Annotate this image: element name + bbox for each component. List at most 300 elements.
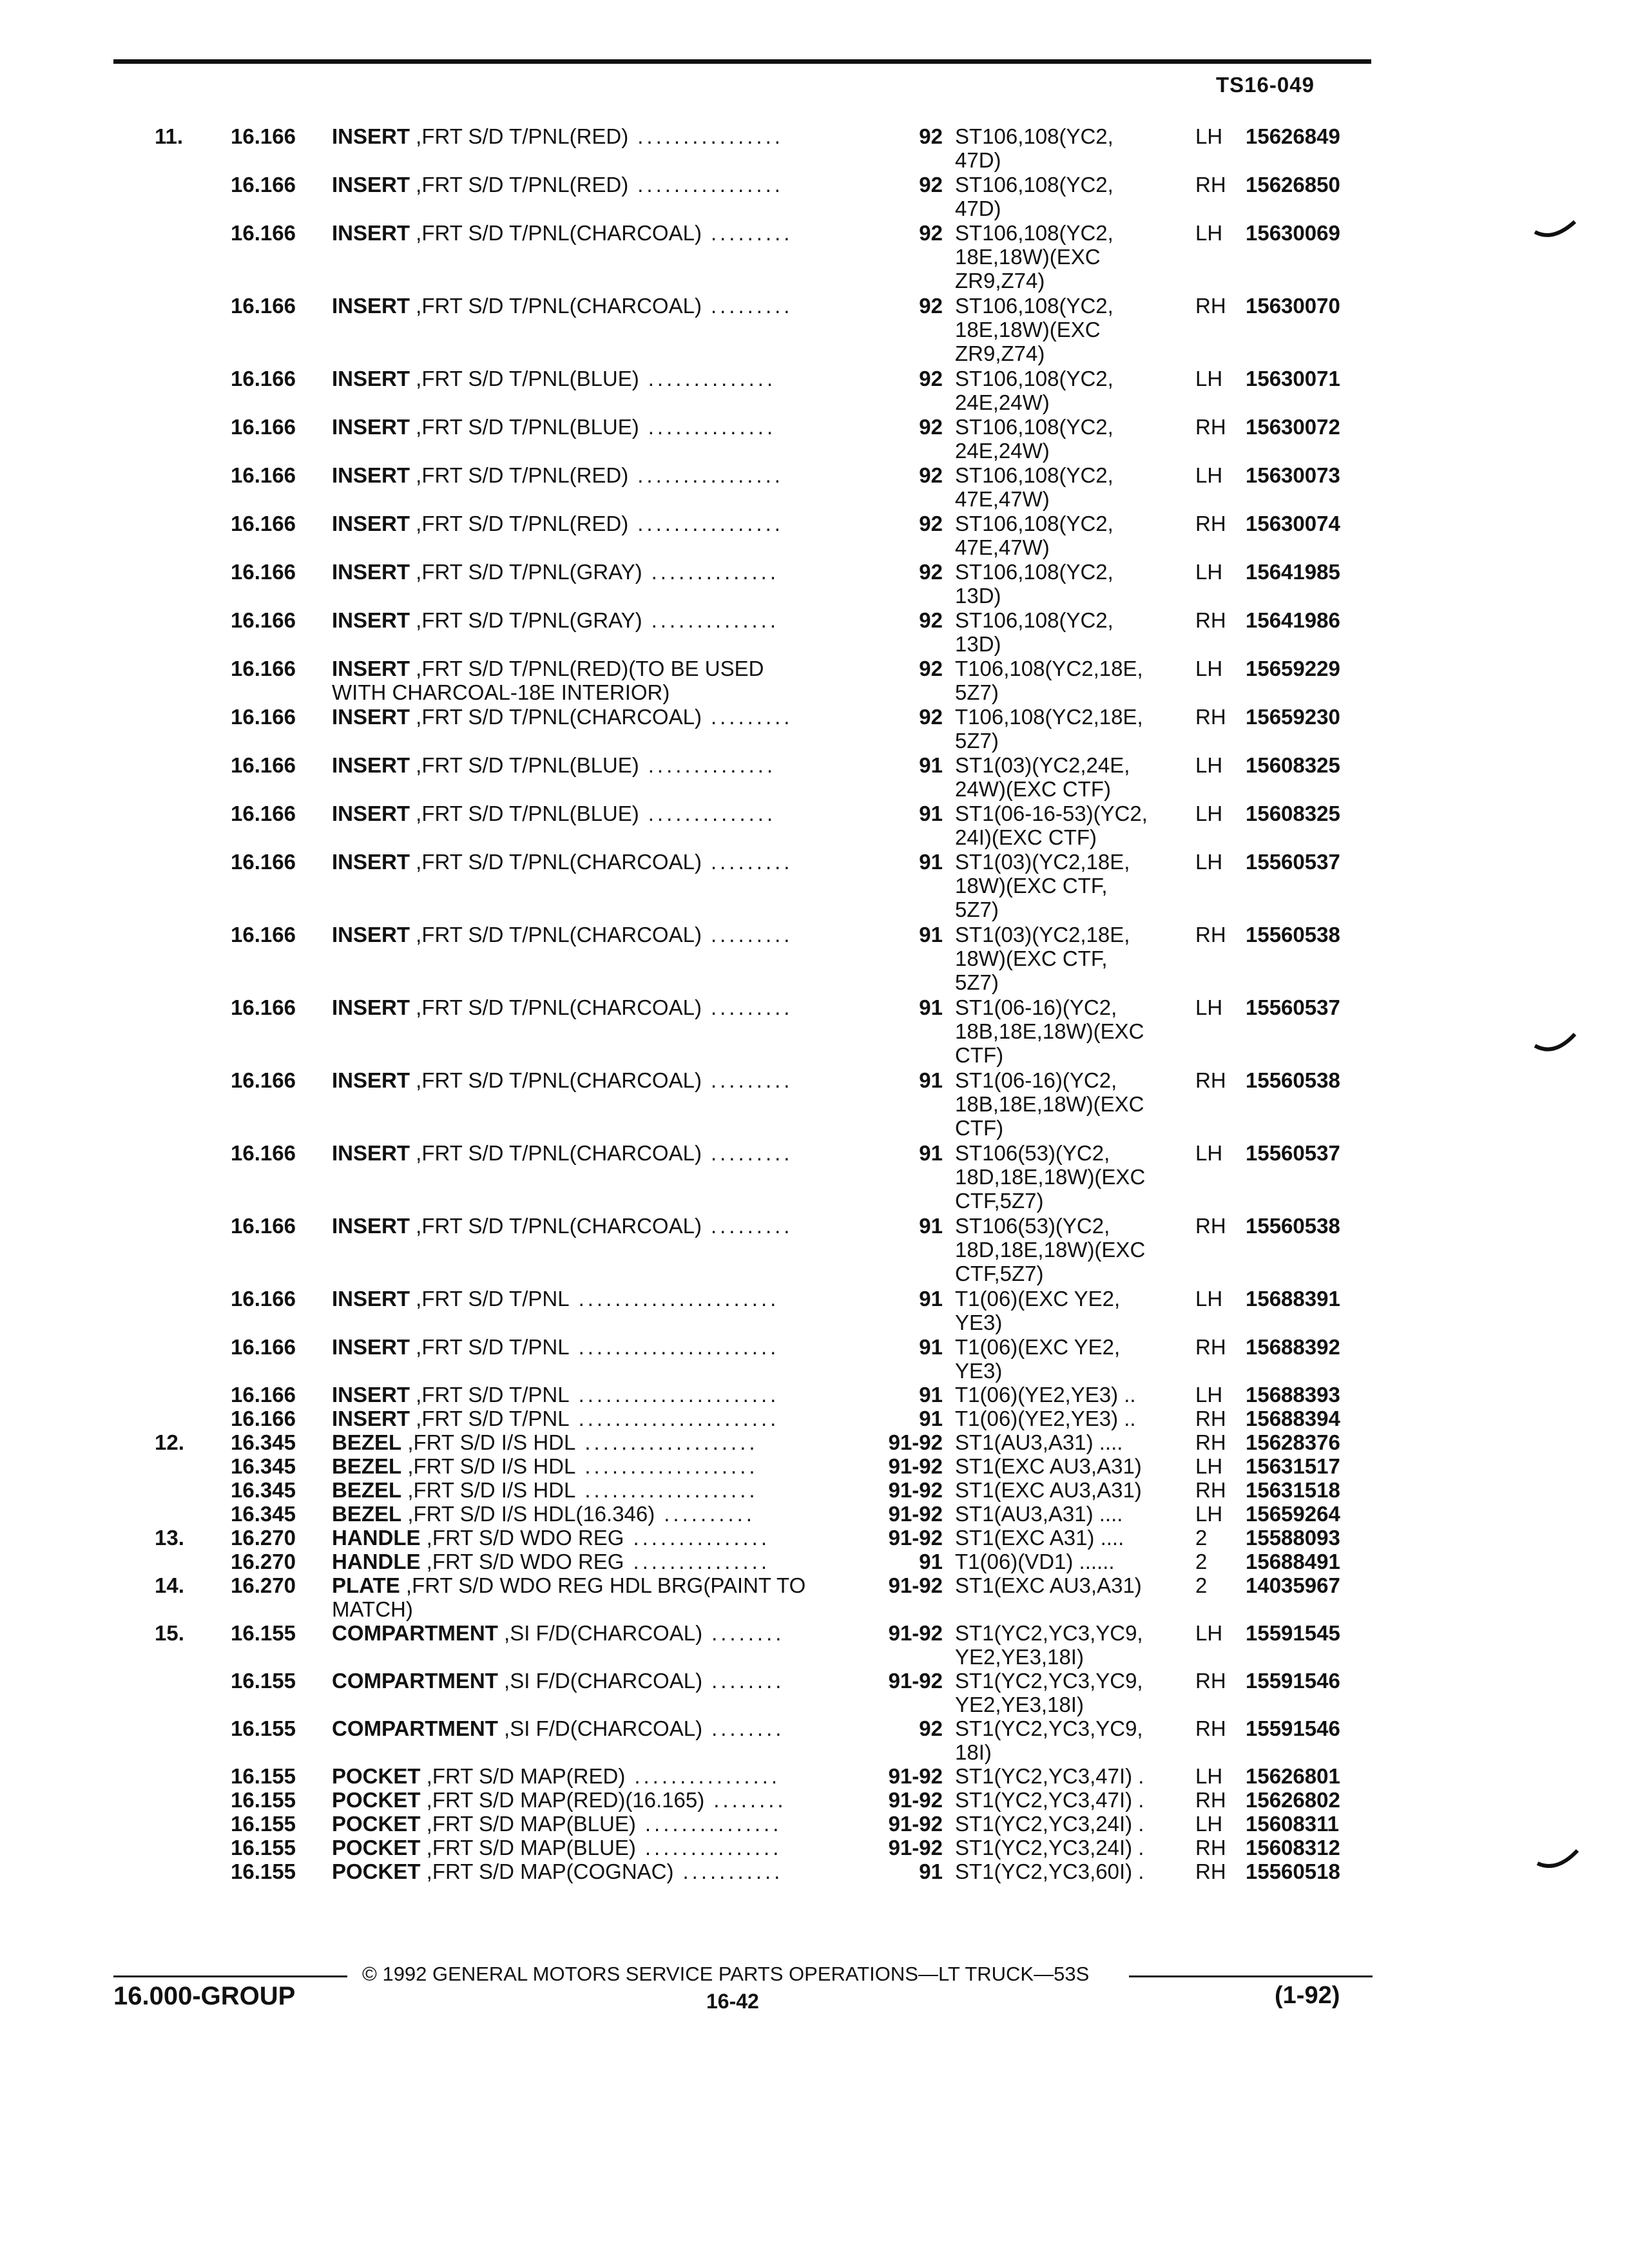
side-qty: LH [1195,1502,1223,1526]
copyright-line: © 1992 GENERAL MOTORS SERVICE PARTS OPERATIONS—LT TRUCK—53S [362,1963,1090,1985]
side-qty: LH [1195,1812,1223,1836]
group-code: 16.270 [231,1526,296,1550]
part-detail: ,FRT S/D T/PNL(CHARCOAL) [410,1141,702,1165]
table-row [0,1764,1629,1788]
part-detail: ,FRT S/D WDO REG [420,1550,624,1573]
application: ST1(03)(YC2,18E, [955,923,1130,947]
part-number: 15591546 [1246,1669,1340,1693]
table-row [0,221,1629,245]
application: ST1(YC2,YC3,24I) . [955,1812,1144,1836]
table-row-continuation [0,729,1629,753]
application: 18E,18W)(EXC [955,318,1101,341]
part-name: INSERT [332,608,410,632]
part-number: 15630072 [1246,415,1340,439]
part-name: INSERT [332,367,410,390]
group-code: 16.166 [231,995,296,1019]
model-year: 91 [919,753,943,777]
part-detail: ,FRT S/D T/PNL(GRAY) [410,560,642,584]
item-number: 15. [155,1621,184,1645]
application: 18E,18W)(EXC [955,245,1101,269]
part-description-cont: MATCH) [332,1597,413,1621]
model-year: 91-92 [888,1788,943,1812]
part-name: INSERT [332,1287,410,1311]
part-name: INSERT [332,1141,410,1165]
model-year: 91-92 [888,1526,943,1550]
table-row-continuation [0,1645,1629,1669]
side-qty: RH [1195,608,1226,632]
table-row-continuation [0,148,1629,172]
table-row [0,1716,1629,1740]
part-number: 15560537 [1246,995,1340,1019]
part-number: 15560538 [1246,923,1340,947]
side-qty: RH [1195,1407,1226,1430]
application: ST1(YC2,YC3,60I) . [955,1860,1144,1883]
part-number: 15688394 [1246,1407,1340,1430]
application: ST1(YC2,YC3,YC9, [955,1716,1143,1740]
model-year: 91 [919,1214,943,1238]
part-detail: ,FRT S/D T/PNL(CHARCOAL) [410,1068,702,1092]
part-number: 15659229 [1246,657,1340,680]
part-number: 15688392 [1246,1335,1340,1359]
side-qty: RH [1195,1478,1226,1502]
group-code: 16.166 [231,463,296,487]
table-row [0,705,1629,729]
leader-dots: ................... [584,1478,758,1502]
part-number: 15591545 [1246,1621,1340,1645]
side-qty: RH [1195,1788,1226,1812]
application: YE2,YE3,18I) [955,1693,1084,1716]
doc-code: TS16-049 [1216,73,1315,97]
item-number: 13. [155,1526,184,1550]
table-row [0,1478,1629,1502]
side-qty: LH [1195,995,1223,1019]
footer-rule-right [1129,1975,1373,1977]
group-code: 16.166 [231,657,296,680]
part-detail: ,FRT S/D T/PNL(CHARCOAL) [410,294,702,318]
application: T106,108(YC2,18E, [955,657,1143,680]
leader-dots: ......... [710,923,793,947]
part-description [332,1669,784,1693]
part-name: INSERT [332,294,410,318]
model-year: 92 [919,294,943,318]
part-detail: ,FRT S/D T/PNL(RED) [410,173,629,197]
leader-dots: ........... [682,1860,784,1883]
table-row-continuation [0,1597,1629,1621]
part-description [332,560,779,584]
part-name: INSERT [332,560,410,584]
table-row [0,1335,1629,1359]
part-description [332,1764,780,1788]
part-detail: ,FRT S/D T/PNL(RED) [410,463,629,487]
model-year: 92 [919,173,943,197]
application: 47E,47W) [955,535,1050,559]
model-year: 92 [919,512,943,535]
model-year: 91 [919,923,943,947]
table-row [0,124,1629,148]
application: ST1(AU3,A31) .... [955,1502,1123,1526]
application: ST106,108(YC2, [955,608,1113,632]
group-code: 16.166 [231,221,296,245]
side-qty: RH [1195,1836,1226,1860]
side-qty: LH [1195,1287,1223,1311]
part-name: INSERT [332,753,410,777]
leader-dots: ............... [644,1812,782,1836]
part-description [332,1141,793,1165]
part-number: 14035967 [1246,1573,1340,1597]
model-year: 91 [919,850,943,874]
part-description [332,923,793,947]
group-code: 16.270 [231,1573,296,1597]
table-row [0,1430,1629,1454]
part-name: INSERT [332,1335,410,1359]
leader-dots: .......... [664,1502,755,1526]
part-detail: ,FRT S/D T/PNL [410,1407,570,1430]
application: ST1(YC2,YC3,47I) . [955,1764,1144,1788]
table-row-continuation [0,1189,1629,1213]
model-year: 92 [919,367,943,390]
part-description [332,1430,758,1454]
part-name: INSERT [332,463,410,487]
group-code: 16.155 [231,1860,296,1883]
table-row [0,1788,1629,1812]
application: 24E,24W) [955,439,1050,463]
part-detail: ,FRT S/D T/PNL(BLUE) [410,367,639,390]
group-code: 16.166 [231,705,296,729]
leader-dots: ........ [711,1716,785,1740]
part-number: 15630073 [1246,463,1340,487]
table-row-continuation [0,1019,1629,1043]
part-description [332,1836,782,1860]
model-year: 92 [919,608,943,632]
part-detail: ,FRT S/D T/PNL(BLUE) [410,802,639,825]
part-description [332,1860,783,1883]
table-row-continuation [0,197,1629,220]
side-qty: RH [1195,1335,1226,1359]
leader-dots: ................... [584,1430,758,1454]
part-detail: ,SI F/D(CHARCOAL) [497,1621,703,1645]
part-name: COMPARTMENT [332,1621,498,1645]
part-detail: ,FRT S/D MAP(BLUE) [420,1836,636,1860]
group-code: 16.155 [231,1836,296,1860]
application: ST1(03)(YC2,24E, [955,753,1130,777]
application: CTF) [955,1116,1004,1140]
table-row [0,415,1629,439]
side-qty: LH [1195,367,1223,390]
application: ST1(EXC AU3,A31) [955,1573,1142,1597]
leader-dots: ........ [713,1788,787,1812]
side-qty: LH [1195,802,1223,825]
part-number: 15628376 [1246,1430,1340,1454]
part-detail: ,FRT S/D T/PNL(CHARCOAL) [410,221,702,245]
leader-dots: ................ [637,124,784,148]
part-description [332,1716,784,1740]
application: YE2,YE3,18I) [955,1645,1084,1669]
side-qty: RH [1195,1716,1226,1740]
table-row [0,753,1629,777]
table-row [0,367,1629,390]
part-name: INSERT [332,415,410,439]
part-number: 15688393 [1246,1383,1340,1407]
margin-mark [1534,213,1579,245]
part-description [332,221,793,245]
part-description [332,850,793,874]
table-row [0,1407,1629,1430]
part-number: 15631518 [1246,1478,1340,1502]
part-description [332,1478,758,1502]
side-qty: RH [1195,1214,1226,1238]
application: CTF,5Z7) [955,1189,1044,1213]
application: ST1(YC2,YC3,YC9, [955,1669,1143,1693]
part-number: 15626850 [1246,173,1340,197]
leader-dots: ......... [710,705,793,729]
part-name: POCKET [332,1812,421,1836]
table-row [0,1383,1629,1407]
application: 24W)(EXC CTF) [955,777,1111,801]
part-detail: ,FRT S/D T/PNL(CHARCOAL) [410,1214,702,1238]
part-description [332,1573,815,1597]
model-year: 92 [919,1716,943,1740]
leader-dots: ......... [710,1214,793,1238]
table-row-continuation [0,318,1629,341]
group-code: 16.166 [231,923,296,947]
part-description [332,1068,793,1092]
part-detail: ,SI F/D(CHARCOAL) [497,1716,703,1740]
part-description [332,1383,779,1407]
model-year: 92 [919,657,943,680]
part-number: 15630070 [1246,294,1340,318]
application: CTF,5Z7) [955,1262,1044,1285]
group-code: 16.155 [231,1669,296,1693]
part-name: BEZEL [332,1454,402,1478]
part-description [332,124,784,148]
item-number: 14. [155,1573,184,1597]
leader-dots: .............. [648,753,776,777]
leader-dots: ........ [711,1621,785,1645]
part-detail: ,FRT S/D I/S HDL [401,1454,576,1478]
table-row [0,463,1629,487]
table-row [0,1502,1629,1526]
part-name: INSERT [332,124,410,148]
side-qty: LH [1195,1383,1223,1407]
leader-dots: ........ [711,1669,785,1693]
application: CTF) [955,1043,1004,1067]
part-detail: ,FRT S/D T/PNL(RED) [410,124,629,148]
page-number: 16-42 [706,1990,759,2013]
part-name: POCKET [332,1788,421,1812]
part-description [332,802,776,825]
table-row-continuation [0,947,1629,970]
table-row [0,294,1629,318]
part-number: 15560518 [1246,1860,1340,1883]
table-row-continuation [0,898,1629,921]
group-label: 16.000-GROUP [113,1982,296,2010]
table-row [0,1836,1629,1860]
part-name: INSERT [332,850,410,874]
leader-dots: ......... [710,294,793,318]
leader-dots: ................ [634,1764,781,1788]
part-detail: ,FRT S/D MAP(RED) [420,1764,626,1788]
part-description [332,1335,779,1359]
part-detail: ,FRT S/D T/PNL(CHARCOAL) [410,850,702,874]
footer-rule-left [113,1975,347,1977]
part-name: COMPARTMENT [332,1716,498,1740]
part-number: 15608312 [1246,1836,1340,1860]
part-number: 15608325 [1246,802,1340,825]
model-year: 92 [919,221,943,245]
table-row-continuation [0,1740,1629,1764]
table-row-continuation [0,874,1629,898]
item-number: 11. [155,124,184,148]
part-name: HANDLE [332,1550,421,1573]
leader-dots: .............. [648,802,776,825]
header-rule [113,59,1371,64]
part-detail: ,FRT S/D T/PNL(CHARCOAL) [410,705,702,729]
model-year: 91-92 [888,1502,943,1526]
model-year: 91 [919,1383,943,1407]
part-detail: ,FRT S/D MAP(BLUE) [420,1812,636,1836]
application: ST106(53)(YC2, [955,1141,1110,1165]
part-name: INSERT [332,1214,410,1238]
application: 18B,18E,18W)(EXC [955,1019,1144,1043]
part-name: INSERT [332,1407,410,1430]
side-qty: RH [1195,705,1226,729]
group-code: 16.166 [231,124,296,148]
application: T106,108(YC2,18E, [955,705,1143,729]
table-row-continuation [0,1693,1629,1716]
part-number: 15626802 [1246,1788,1340,1812]
application: 18W)(EXC CTF, [955,874,1108,898]
part-name: POCKET [332,1836,421,1860]
leader-dots: ................ [637,173,784,197]
model-year: 91 [919,1141,943,1165]
group-code: 16.270 [231,1550,296,1573]
table-row-continuation [0,390,1629,414]
model-year: 92 [919,124,943,148]
side-qty: LH [1195,1621,1223,1645]
part-detail: ,FRT S/D T/PNL(CHARCOAL) [410,995,702,1019]
table-row-continuation [0,1092,1629,1116]
table-row-continuation [0,1359,1629,1383]
part-detail: ,FRT S/D T/PNL [410,1335,570,1359]
application: ST106(53)(YC2, [955,1214,1110,1238]
model-year: 91 [919,802,943,825]
table-row [0,512,1629,535]
part-description [332,1526,770,1550]
table-row [0,995,1629,1019]
leader-dots: ................... [584,1454,758,1478]
part-description [332,1454,758,1478]
application: ST106,108(YC2, [955,294,1113,318]
part-detail: ,FRT S/D MAP(RED)(16.165) [420,1788,705,1812]
part-number: 15560537 [1246,850,1340,874]
model-year: 91 [919,1550,943,1573]
group-code: 16.166 [231,753,296,777]
table-row-continuation [0,970,1629,994]
application: ST106,108(YC2, [955,560,1113,584]
leader-dots: ...................... [578,1335,780,1359]
application: ST1(AU3,A31) .... [955,1430,1123,1454]
part-description [332,1788,787,1812]
model-year: 91-92 [888,1621,943,1645]
table-row [0,1526,1629,1550]
part-detail: ,FRT S/D I/S HDL(16.346) [401,1502,655,1526]
side-qty: RH [1195,173,1226,197]
table-row-continuation [0,1116,1629,1140]
group-code: 16.166 [231,1068,296,1092]
part-name: INSERT [332,221,410,245]
table-row-continuation [0,680,1629,704]
part-name: HANDLE [332,1526,421,1550]
model-year: 91 [919,995,943,1019]
leader-dots: ............... [633,1550,770,1573]
part-name: BEZEL [332,1430,402,1454]
application: YE3) [955,1359,1003,1383]
part-description [332,995,793,1019]
group-code: 16.166 [231,608,296,632]
side-qty: LH [1195,560,1223,584]
model-year: 91-92 [888,1812,943,1836]
table-row [0,1214,1629,1238]
leader-dots: ...................... [578,1287,780,1311]
application: 5Z7) [955,898,999,921]
leader-dots: ......... [710,995,793,1019]
margin-mark [1534,1028,1579,1060]
part-number: 15688491 [1246,1550,1340,1573]
part-description [332,1812,782,1836]
table-row [0,850,1629,874]
part-detail: ,FRT S/D I/S HDL [401,1430,576,1454]
part-description [332,294,793,318]
table-row-continuation [0,341,1629,365]
part-name: INSERT [332,995,410,1019]
part-number: 15560538 [1246,1068,1340,1092]
application: ST106,108(YC2, [955,463,1113,487]
application: ST1(06-16)(YC2, [955,995,1117,1019]
group-code: 16.345 [231,1478,296,1502]
group-code: 16.345 [231,1454,296,1478]
table-row-continuation [0,1238,1629,1262]
side-qty: 2 [1195,1526,1208,1550]
group-code: 16.155 [231,1764,296,1788]
group-code: 16.345 [231,1502,296,1526]
margin-mark [1536,1844,1581,1876]
part-detail: ,SI F/D(CHARCOAL) [497,1669,703,1693]
application: T1(06)(EXC YE2, [955,1335,1121,1359]
part-description-cont: WITH CHARCOAL-18E INTERIOR) [332,680,670,704]
group-code: 16.166 [231,512,296,535]
table-row [0,1812,1629,1836]
part-number: 15659230 [1246,705,1340,729]
application: YE3) [955,1311,1003,1334]
application: 18W)(EXC CTF, [955,947,1108,970]
leader-dots: ......... [710,221,793,245]
group-code: 16.166 [231,1335,296,1359]
application: 18D,18E,18W)(EXC [955,1165,1146,1189]
side-qty: LH [1195,221,1223,245]
model-year: 91 [919,1335,943,1359]
leader-dots: ......... [710,1068,793,1092]
application: ST1(03)(YC2,18E, [955,850,1130,874]
model-year: 91-92 [888,1764,943,1788]
side-qty: 2 [1195,1573,1208,1597]
side-qty: 2 [1195,1550,1208,1573]
table-row-continuation [0,584,1629,608]
model-year: 91-92 [888,1573,943,1597]
table-row-continuation [0,439,1629,463]
group-code: 16.166 [231,415,296,439]
leader-dots: ...................... [578,1383,780,1407]
part-name: BEZEL [332,1502,402,1526]
